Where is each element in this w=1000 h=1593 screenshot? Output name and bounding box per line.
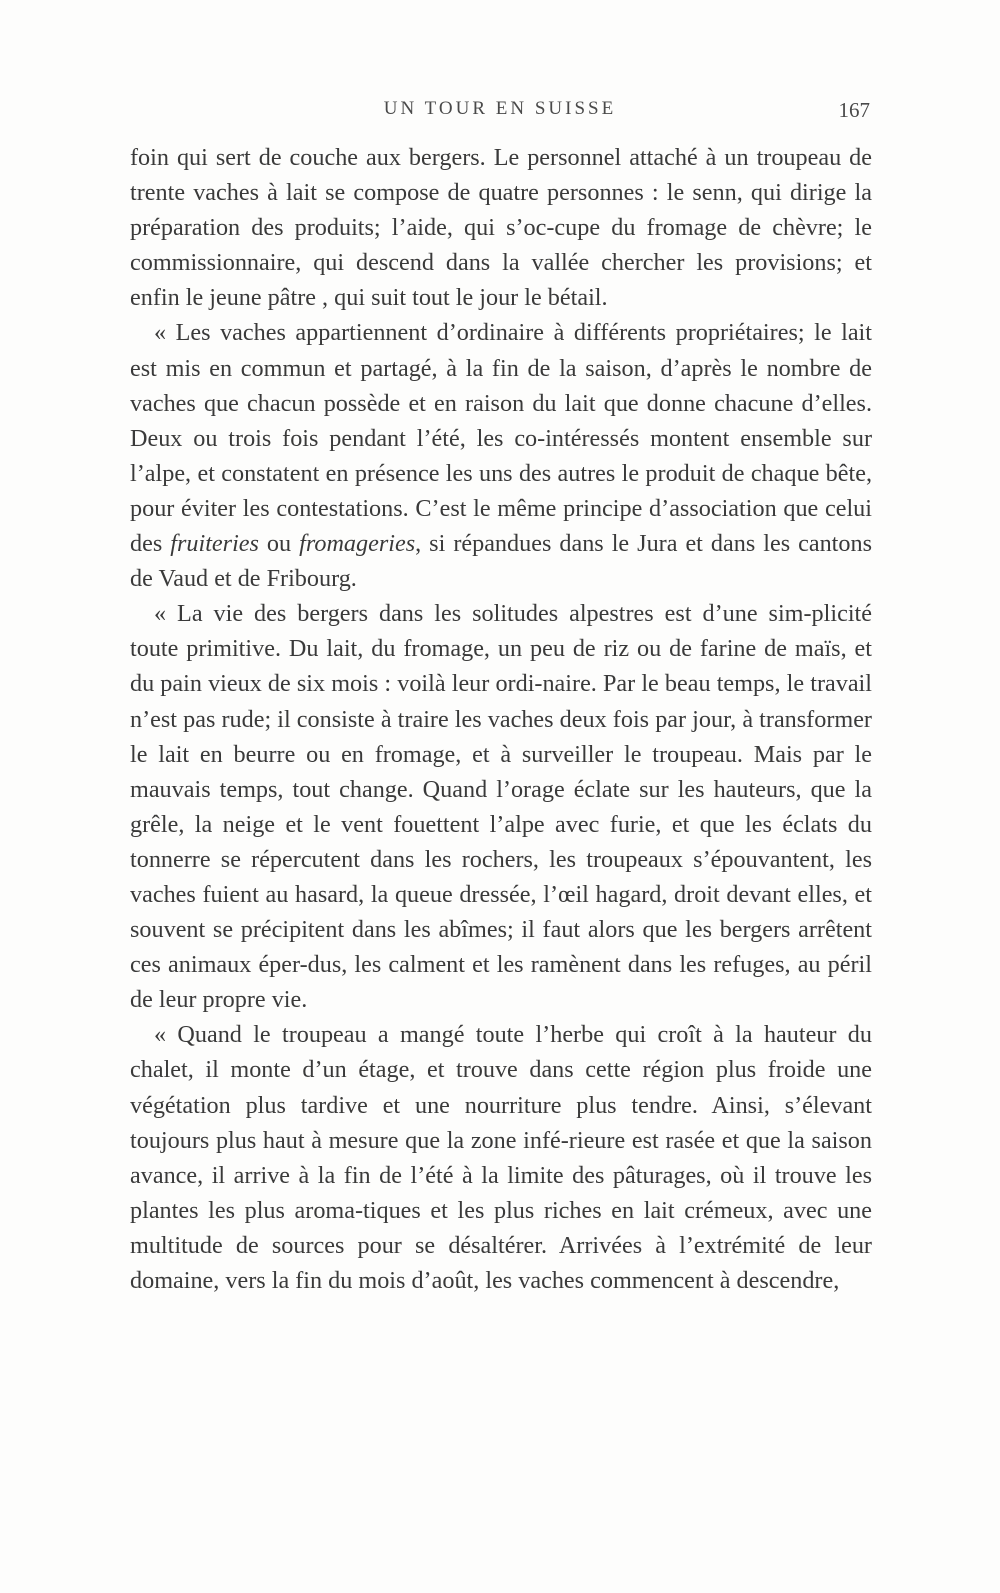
paragraph-text: « Les vaches appartiennent d’ordinaire à différents propriétaires; le lait est mis en commun et partagé, à la fin de la saison, d’après le nombre de vaches que chacun possède et en raison du lait que donne chacune d’elles. Deux ou trois fois pendant l’été, les co-intéressés montent ensemble sur l’alpe, et constatent en présence les uns des autres le produit de chaque bête, pour éviter les contestations. C’est le même principe d’association que celui des [130, 319, 872, 558]
paragraph-troupeau: « Quand le troupeau a mangé toute l’herbe qui croît à la hauteur du chalet, il monte d’un étage, et trouve dans cette région plus froide une végétation plus tardive et une nourriture plus tendre. Ainsi, s’élevant toujours plus haut à mesure que la zone infé-rieure est rasée et que la saison avance, il arrive à la fin de l’été à la limite des pâturages, où il trouve les plantes les plus aroma-tiques et les plus riches en lait crémeux, avec une multitude de sources pour se désaltérer. Arrivées à l’extrémité de leur domaine, vers la fin du mois d’août, les vaches commencent à descendre, [130, 1021, 872, 1294]
body-text [130, 140, 872, 1298]
italic-term-fromageries: fromageries [299, 530, 416, 558]
page-number: 167 [838, 98, 870, 122]
italic-term-fruiteries: fruiteries [170, 530, 259, 558]
running-head [130, 98, 870, 128]
paragraph-continuation: foin qui sert de couche aux bergers. Le personnel attaché à un troupeau de trente vaches à lait se compose de quatre personnes : le senn, qui dirige la préparation des produits; l’aide, qui s’oc-cupe du fromage de chèvre; le commissionnaire, qui descend dans la vallée chercher les provisions; et enfin le jeune pâtre , qui suit tout le jour le bétail. [130, 144, 872, 312]
paragraph-text: ou [258, 530, 300, 558]
paragraph-bergers: « La vie des bergers dans les solitudes alpestres est d’une sim-plicité toute primitive. Du lait, du fromage, un peu de riz ou de farine de maïs, et du pain vieux de six mois : voilà leur ordi-naire. Par le beau temps, le travail n’est pas rude; il consiste à traire les vaches deux fois par jour, à transformer le lait en beurre ou en fromage, et à surveiller le troupeau. Mais par le mauvais temps, tout change. Quand l’orage éclate sur les hauteurs, que la grêle, la neige et le vent fouettent l’alpe avec furie, et que les éclats du tonnerre se répercutent dans les rochers, les troupeaux s’épouvantent, les vaches fuient au hasard, la queue dressée, l’œil hagard, droit devant elles, et souvent se précipitent dans les abîmes; il faut alors que les bergers arrêtent ces animaux éper-dus, les calment et les ramènent dans les refuges, au péril de leur propre vie. [130, 600, 872, 1014]
running-title: UN TOUR EN SUISSE [383, 98, 617, 119]
paragraph-text: , si répandues dans le Jura et dans les cantons de Vaud et de Fribourg. [130, 530, 872, 593]
paragraph-vaches [130, 315, 872, 596]
